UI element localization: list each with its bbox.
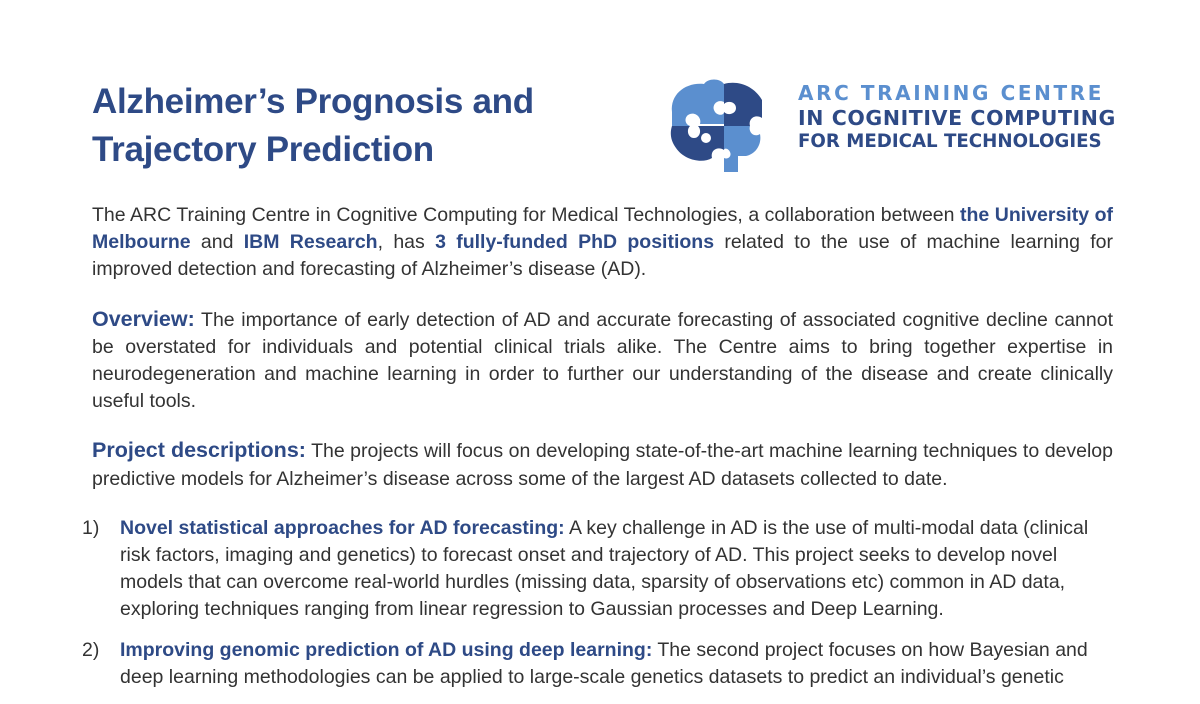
arc-centre-logo (662, 72, 1122, 176)
projects-heading: Project descriptions: (92, 438, 306, 463)
list-number: 1) (82, 516, 100, 539)
project-text: A key challenge in AD is the use of multi-modal data (clinical risk factors, imaging and genetics) to forecast onset and trajectory of AD. This project seeks to develop novel models that can overcome real-world hurdles (missing data, sparsity of observations etc) common in AD data, exploring techniques ranging from linear regression to Gaussian processes and Deep Learning. (120, 516, 1089, 621)
project-title: Improving genomic prediction of AD using deep learning: (120, 638, 653, 661)
logo-line-2: IN COGNITIVE COMPUTING (798, 106, 1116, 130)
page-title (92, 78, 612, 174)
title-line-1: Alzheimer’s Prognosis and (92, 82, 534, 121)
project-title: Novel statistical approaches for AD forecasting: (120, 516, 565, 539)
intro-ibm: IBM Research (243, 231, 378, 254)
title-line-2: Trajectory Prediction (92, 130, 434, 169)
logo-wordmark (798, 80, 1116, 154)
intro-positions: 3 fully-funded PhD positions (435, 231, 715, 254)
logo-line-1: ARC TRAINING CENTRE (798, 81, 1104, 105)
intro-text: The ARC Training Centre in Cognitive Computing for Medical Technologies, a collaboration between (92, 204, 961, 226)
intro-text: , has (377, 231, 436, 254)
puzzle-brain-icon (662, 72, 774, 176)
overview-heading: Overview: (92, 306, 195, 331)
list-item (82, 637, 1113, 691)
project-list (82, 515, 1113, 691)
overview-text: The importance of early detection of AD and accurate forecasting of associated cognitive decline cannot be overstated for individuals and potential clinical trials alike. The Centre aims to bring together expertise in neurodegeneration and machine learning in order to further our understanding of the disease and create clinically useful tools. (92, 308, 1113, 413)
project-text: The second project focuses on how Bayesian and deep learning methodologies can be applied to large-scale genetics datasets to predict an individual’s genetic (120, 638, 1088, 688)
intro-university: the University of Melbourne (92, 204, 1113, 254)
list-item (82, 515, 1113, 624)
list-number: 2) (82, 638, 100, 661)
logo-line-3: FOR MEDICAL TECHNOLOGIES (798, 131, 1102, 152)
intro-paragraph (92, 202, 1113, 284)
intro-text: and (190, 231, 244, 254)
overview-paragraph (92, 306, 1113, 416)
projects-paragraph (92, 437, 1113, 492)
projects-text: The projects will focus on developing state-of-the-art machine learning techniques to develop predictive models for Alzheimer’s disease across some of the largest AD datasets collected to date. (92, 440, 1113, 490)
intro-text: related to the use of machine learning for improved detection and forecasting of Alzheimer’s disease (AD). (92, 231, 1114, 281)
document-body (82, 202, 1114, 704)
